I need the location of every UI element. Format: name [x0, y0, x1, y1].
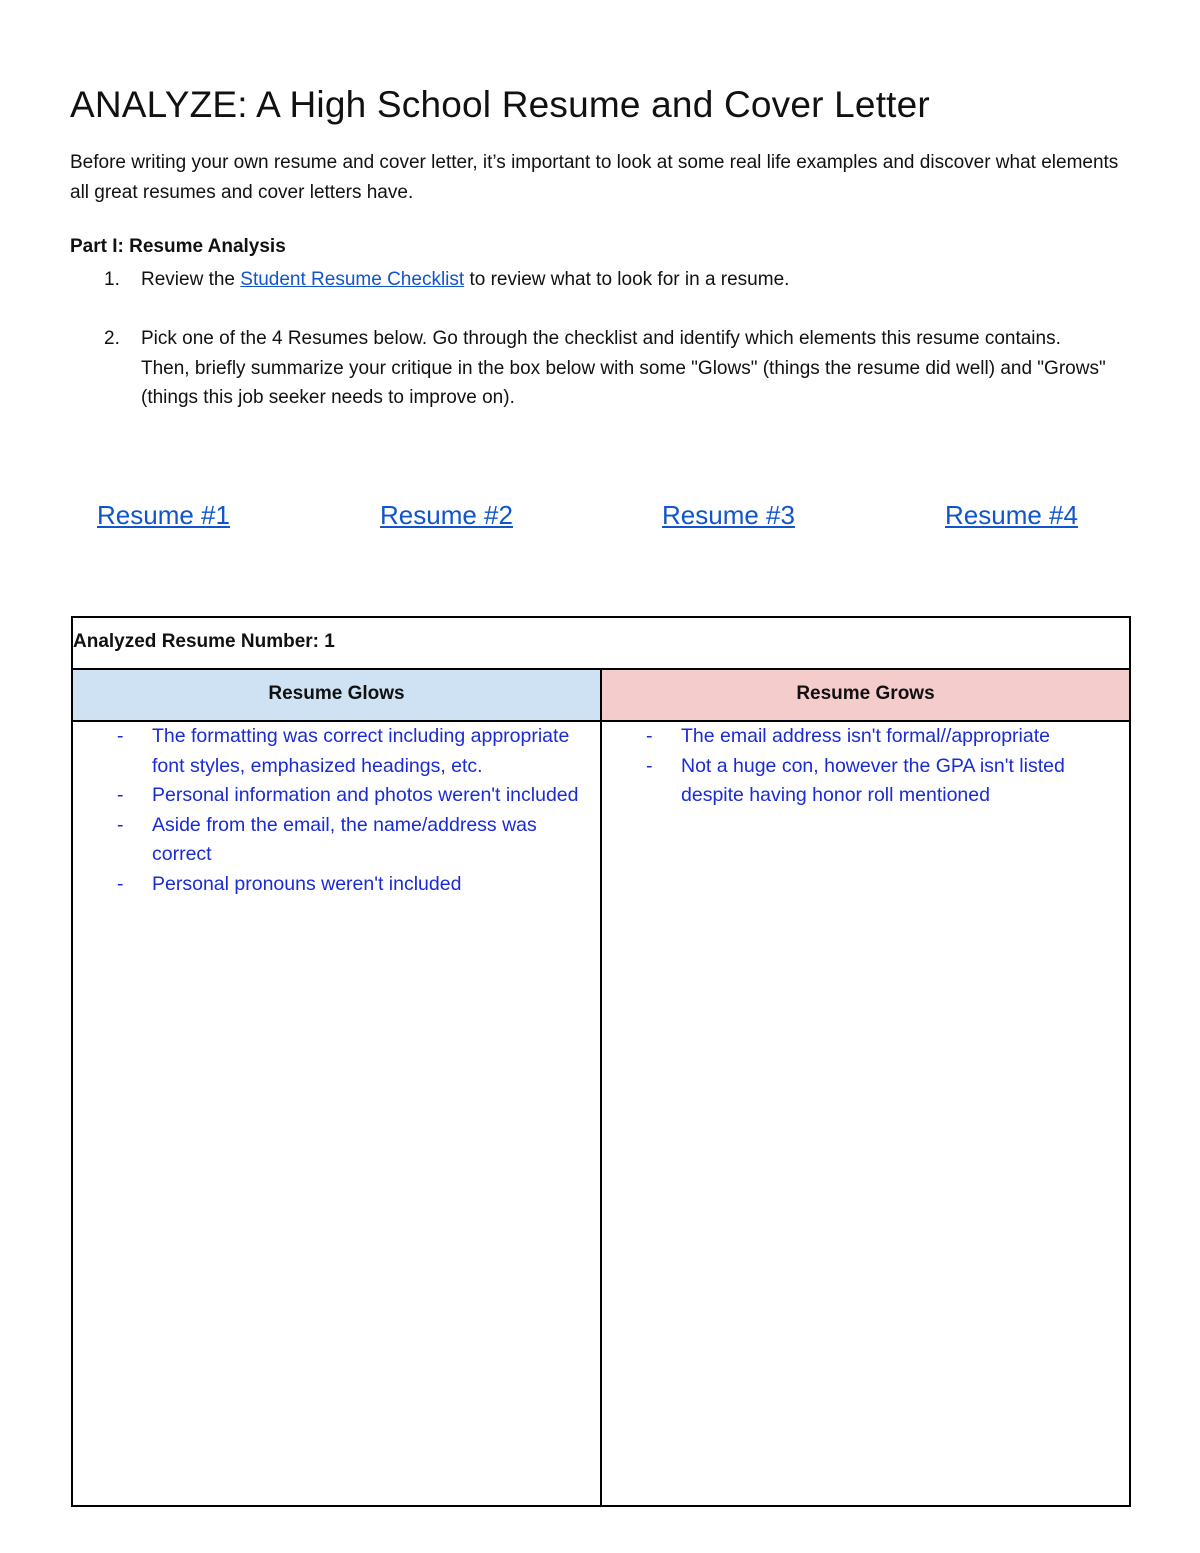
glows-item: - Personal information and photos weren't included	[117, 781, 590, 811]
step-1-text	[141, 265, 1111, 295]
resume-2-link[interactable]: Resume #2	[380, 500, 513, 530]
analyzed-resume-number-label: Analyzed Resume Number: 1	[73, 631, 335, 652]
glows-item: - Aside from the email, the name/address was correct	[117, 811, 590, 870]
glows-list	[73, 722, 600, 899]
resume-links-row	[0, 500, 1200, 540]
resume-4-link[interactable]: Resume #4	[945, 500, 1078, 530]
step-1-number: 1.	[104, 269, 120, 290]
grows-header: Resume Grows	[796, 683, 935, 704]
grows-answer-cell[interactable]	[601, 721, 1130, 1506]
grows-list	[602, 722, 1129, 811]
grows-item: - Not a huge con, however the GPA isn't listed despite having honor roll mentioned	[646, 752, 1119, 811]
resume-analysis-table	[71, 616, 1131, 1507]
resume-1-link[interactable]: Resume #1	[97, 500, 230, 530]
step-2-text: Pick one of the 4 Resumes below. Go through the checklist and identify which elements this resume contains. Then, briefly summarize your critique in the box below with some "Glows" (things the resume did well) and "Grows" (things this job seeker needs to improve on).	[141, 328, 1106, 408]
grows-item: - The email address isn't formal//appropriate	[646, 722, 1119, 752]
glows-item: - The formatting was correct including appropriate font styles, emphasized headings, etc.	[117, 722, 590, 781]
part-1-heading: Part I: Resume Analysis	[70, 236, 286, 257]
glows-header: Resume Glows	[268, 683, 405, 704]
glows-header-cell	[72, 669, 601, 721]
page-title: ANALYZE: A High School Resume and Cover Letter	[70, 84, 930, 125]
grows-header-cell	[601, 669, 1130, 721]
student-resume-checklist-link[interactable]: Student Resume Checklist	[240, 269, 465, 290]
step-1-text-before: Review the	[141, 269, 241, 290]
intro-paragraph: Before writing your own resume and cover letter, it’s important to look at some real life examples and discover what elements all great resumes and cover letters have.	[70, 152, 1119, 203]
glows-answer-cell[interactable]	[72, 721, 601, 1506]
step-2-number: 2.	[104, 328, 120, 349]
glows-item: - Personal pronouns weren't included	[117, 870, 590, 900]
analyzed-resume-number-cell[interactable]	[72, 617, 1130, 669]
step-1-text-after: to review what to look for in a resume.	[464, 269, 790, 290]
resume-3-link[interactable]: Resume #3	[662, 500, 795, 530]
